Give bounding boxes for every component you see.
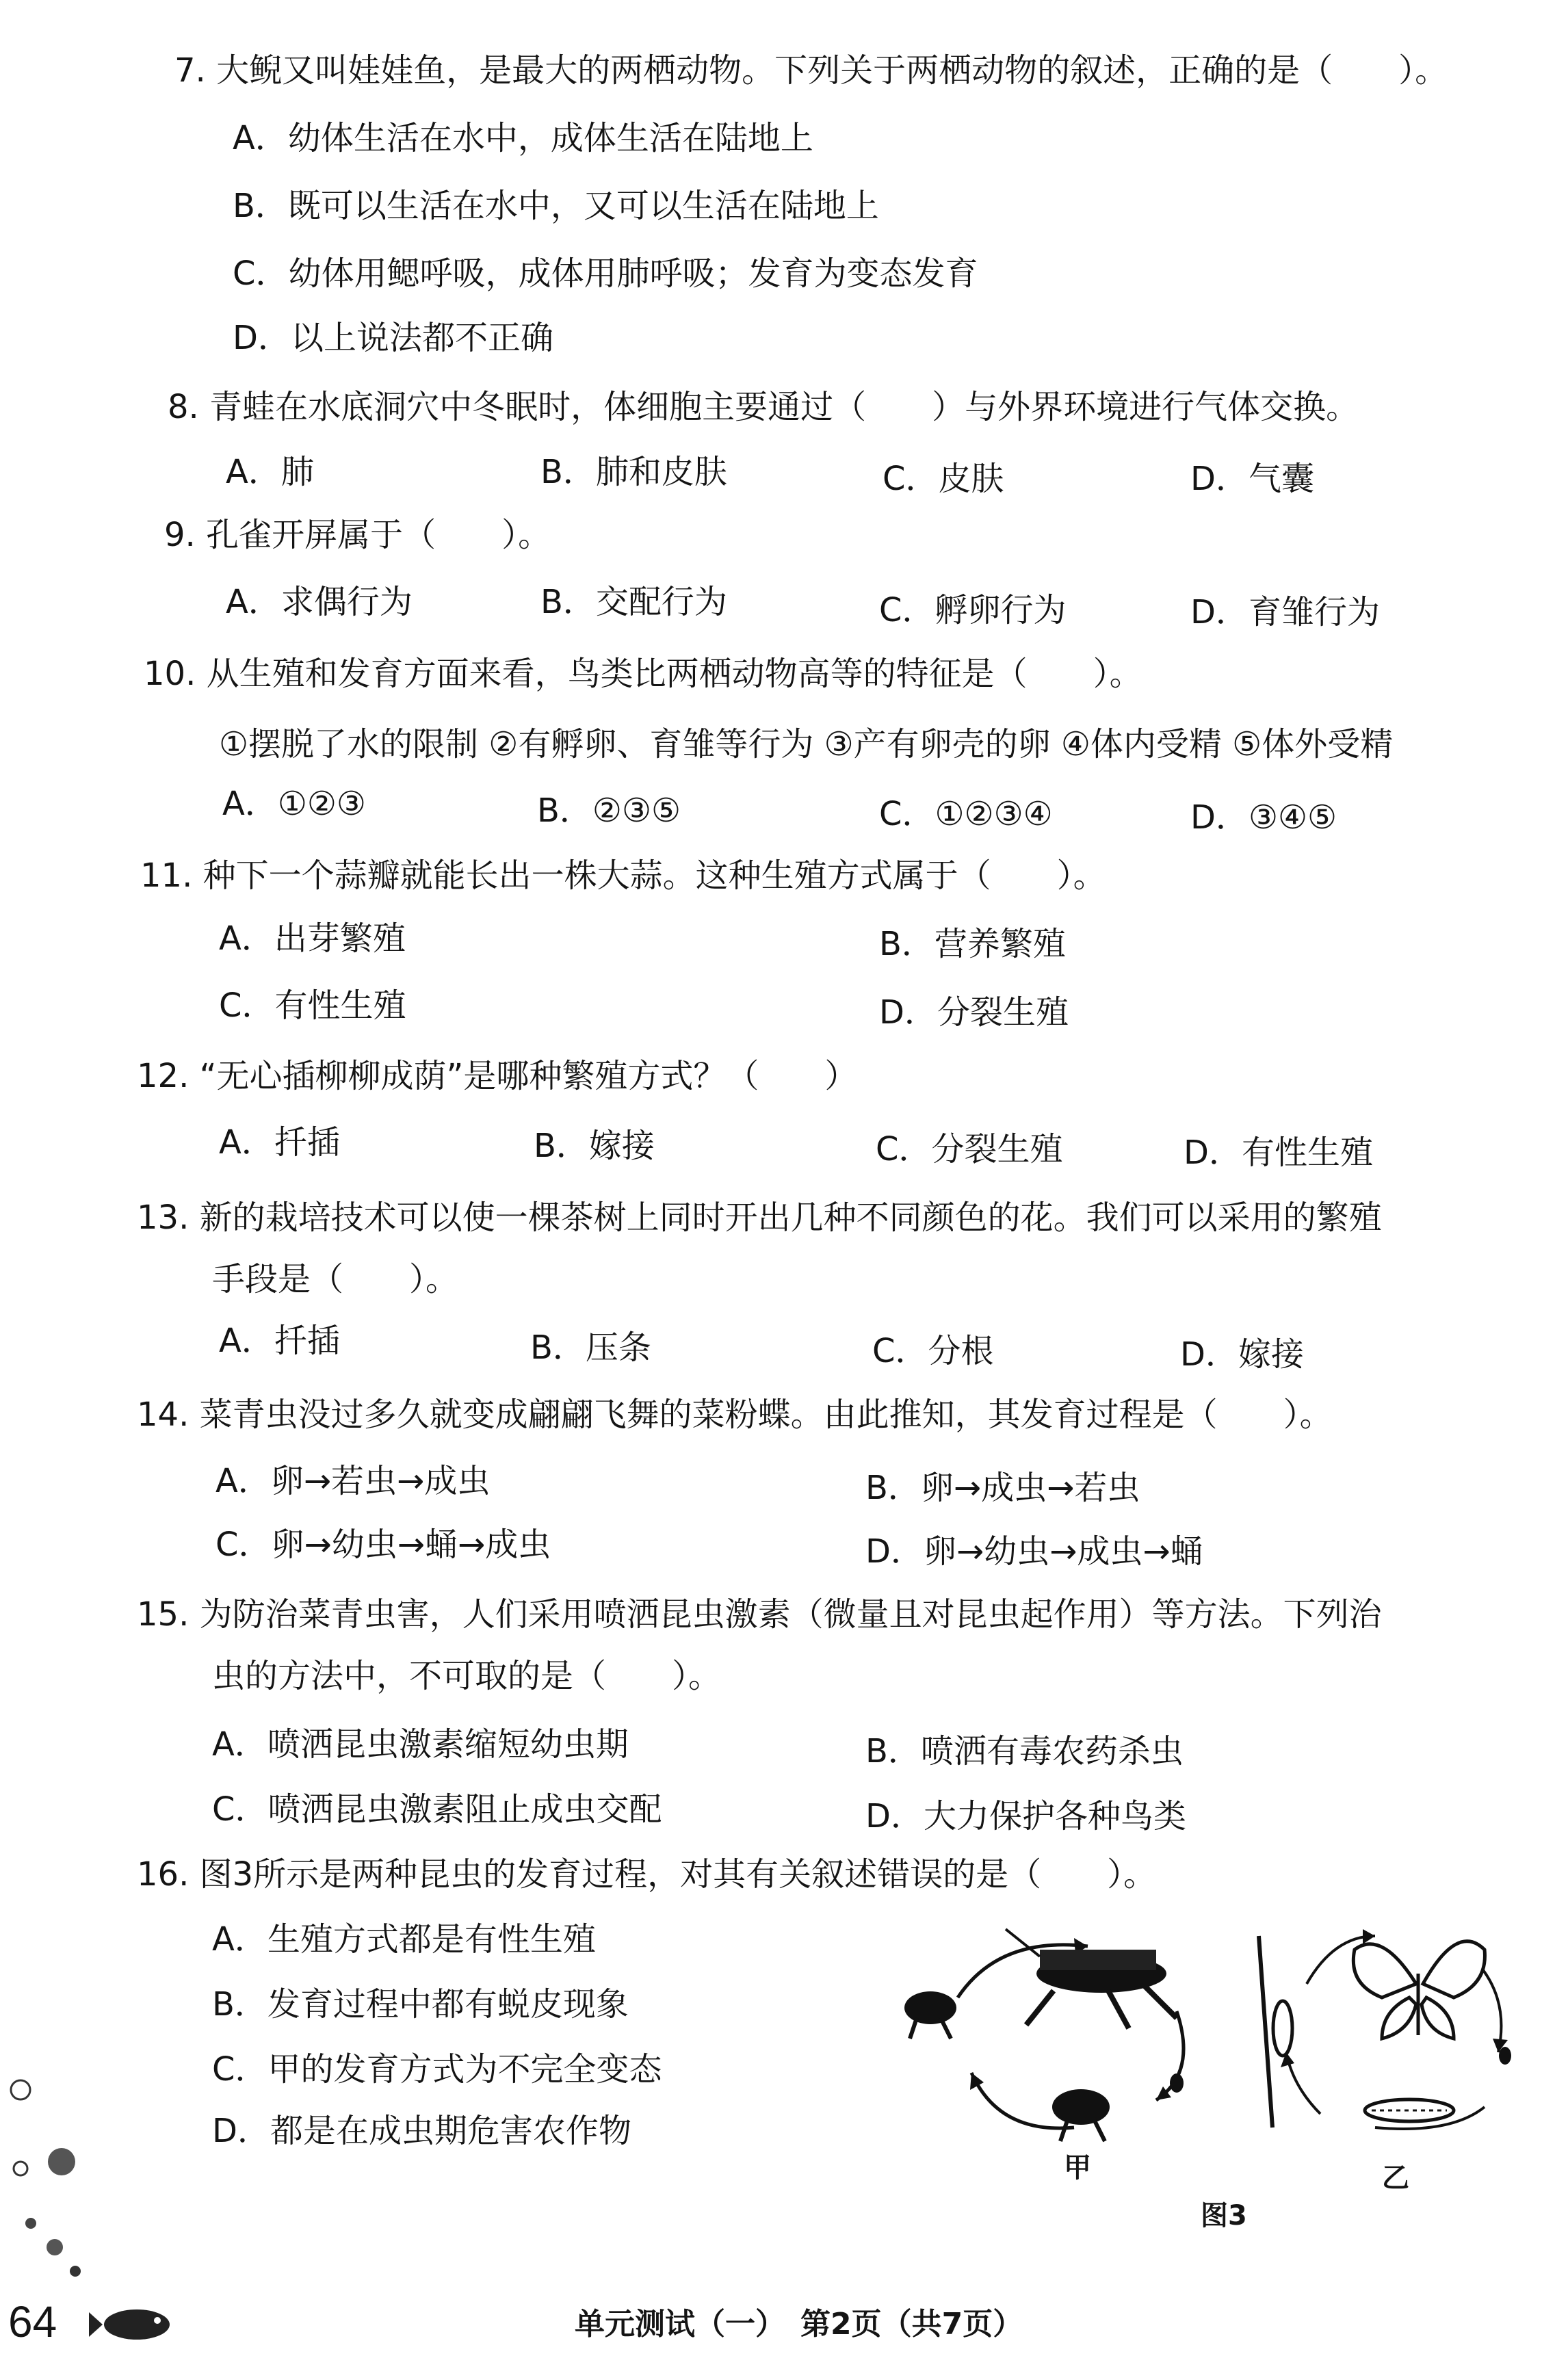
- question-text: 种下一个蒜瓣就能长出一株大蒜。这种生殖方式属于（ ）。: [202, 856, 1106, 895]
- question-number: 9.: [164, 516, 196, 554]
- question-text: 从生殖和发育方面来看，鸟类比两栖动物高等的特征是（ ）。: [206, 655, 1142, 693]
- question-number: 16.: [137, 1855, 190, 1894]
- question-8-stem: [168, 387, 1359, 428]
- question-13-stem-cont: 手段是（ ）。: [212, 1260, 459, 1298]
- q12-option-b: B．嫁接: [534, 1127, 655, 1165]
- q7-option-c: C．幼体用鳃呼吸，成体用肺呼吸；发育为变态发育: [233, 254, 978, 293]
- q8-option-d: D．气囊: [1190, 460, 1314, 498]
- q10-option-b: B．②③⑤: [537, 791, 681, 830]
- question-9-stem: [164, 514, 551, 555]
- q16-option-b: B．发育过程中都有蜕皮现象: [212, 1985, 629, 2024]
- question-11-stem: [140, 855, 1106, 896]
- q15-option-d: D．大力保护各种鸟类: [865, 1797, 1186, 1835]
- q14-option-c: C．卵→幼虫→蛹→成虫: [215, 1526, 551, 1564]
- caterpillar: [1365, 2099, 1454, 2121]
- question-15-stem-cont: 虫的方法中，不可取的是（ ）。: [212, 1657, 722, 1695]
- q10-option-d: D．③④⑤: [1190, 798, 1337, 837]
- q8-option-a: A．肺: [226, 453, 314, 491]
- q14-option-a: A．卵→若虫→成虫: [215, 1462, 491, 1500]
- question-text: 孔雀开屏属于（ ）。: [206, 516, 551, 554]
- q15-option-c: C．喷洒昆虫激素阻止成虫交配: [212, 1790, 662, 1829]
- question-number: 13.: [137, 1199, 190, 1237]
- fish-icon: [89, 2299, 185, 2346]
- footer-text: 单元测试（一） 第2页（共7页）: [575, 2307, 1023, 2342]
- question-12-stem: [137, 1056, 857, 1097]
- q12-option-c: C．分裂生殖: [876, 1130, 1063, 1168]
- q9-option-b: B．交配行为: [540, 583, 727, 621]
- q10-option-c: C．①②③④: [879, 795, 1053, 833]
- q7-option-b: B．既可以生活在水中，又可以生活在陆地上: [233, 187, 879, 225]
- adult-grasshopper: [1006, 1929, 1177, 2028]
- pupa: [1259, 1936, 1292, 2128]
- q15-option-a: A．喷洒昆虫激素缩短幼虫期: [212, 1725, 629, 1764]
- q13-option-a: A．扦插: [219, 1322, 340, 1360]
- question-text: “无心插柳柳成荫”是哪种繁殖方式？（ ）: [199, 1057, 858, 1095]
- q13-option-d: D．嫁接: [1180, 1335, 1304, 1374]
- question-16-stem: [137, 1854, 1156, 1895]
- figure-3-grasshopper-cycle: [903, 1915, 1218, 2148]
- q16-option-a: A．生殖方式都是有性生殖: [212, 1920, 596, 1959]
- q9-option-d: D．育雏行为: [1190, 593, 1380, 631]
- q7-option-a: A．幼体生活在水中，成体生活在陆地上: [233, 119, 813, 157]
- figure-label-jia: 甲: [1064, 2152, 1091, 2184]
- question-number: 11.: [140, 856, 193, 895]
- question-14-stem: [137, 1394, 1333, 1435]
- question-text: 为防治菜青虫害，人们采用喷洒昆虫激素（微量且对昆虫起作用）等方法。下列治: [199, 1595, 1382, 1634]
- question-number: 7.: [174, 51, 206, 90]
- q11-option-a: A．出芽繁殖: [219, 919, 406, 958]
- q14-option-d: D．卵→幼虫→成虫→蛹: [865, 1532, 1203, 1571]
- question-7-stem: [174, 50, 1448, 91]
- egg: [1499, 2047, 1511, 2065]
- q11-option-b: B．营养繁殖: [879, 925, 1066, 963]
- question-number: 8.: [168, 388, 199, 426]
- q12-option-a: A．扦插: [219, 1123, 340, 1162]
- q7-option-d: D．以上说法都不正确: [233, 319, 553, 357]
- question-text: 新的栽培技术可以使一棵茶树上同时开出几种不同颜色的花。我们可以采用的繁殖: [199, 1199, 1382, 1237]
- q16-option-c: C．甲的发育方式为不完全变态: [212, 2050, 662, 2089]
- question-number: 14.: [137, 1396, 190, 1434]
- question-10-stem: [144, 653, 1142, 694]
- q8-option-c: C．皮肤: [883, 460, 1004, 498]
- q8-option-b: B．肺和皮肤: [540, 453, 727, 491]
- decorative-bubbles: [0, 2073, 96, 2292]
- page-number: 64: [8, 2297, 57, 2346]
- q16-option-d: D．都是在成虫期危害农作物: [212, 2112, 631, 2150]
- question-text: 大鲵又叫娃娃鱼，是最大的两栖动物。下列关于两栖动物的叙述，正确的是（ ）。: [216, 51, 1448, 90]
- question-text: 图3所示是两种昆虫的发育过程，对其有关叙述错误的是（ ）。: [199, 1855, 1157, 1894]
- butterfly: [1353, 1941, 1485, 2039]
- figure-label-yi: 乙: [1382, 2162, 1409, 2194]
- q13-option-b: B．压条: [530, 1328, 651, 1367]
- q15-option-b: B．喷洒有毒农药杀虫: [865, 1732, 1184, 1770]
- q9-option-c: C．孵卵行为: [879, 591, 1067, 629]
- eggs: [1170, 2073, 1184, 2093]
- figure-caption: 图3: [1201, 2200, 1247, 2231]
- q11-option-c: C．有性生殖: [219, 986, 406, 1025]
- q12-option-d: D．有性生殖: [1184, 1134, 1373, 1172]
- question-number: 12.: [137, 1057, 190, 1095]
- q10-option-a: A．①②③: [222, 785, 366, 823]
- question-13-stem: [137, 1197, 1382, 1238]
- q9-option-a: A．求偶行为: [226, 583, 413, 621]
- question-number: 10.: [144, 655, 196, 693]
- question-number: 15.: [137, 1595, 190, 1634]
- question-10-statements: ①摆脱了水的限制 ②有孵卵、育雏等行为 ③产有卵壳的卵 ④体内受精 ⑤体外受精: [219, 725, 1394, 763]
- question-text: 青蛙在水底洞穴中冬眠时，体细胞主要通过（ ）与外界环境进行气体交换。: [209, 388, 1359, 426]
- question-text: 菜青虫没过多久就变成翩翩飞舞的菜粉蝶。由此推知，其发育过程是（ ）。: [199, 1396, 1333, 1434]
- question-15-stem: [137, 1594, 1382, 1635]
- figure-3-butterfly-cycle: [1245, 1909, 1519, 2148]
- q13-option-c: C．分根: [872, 1332, 994, 1370]
- q11-option-d: D．分裂生殖: [879, 993, 1069, 1032]
- q14-option-b: B．卵→成虫→若虫: [865, 1469, 1140, 1507]
- nymph-large: [1052, 2089, 1110, 2141]
- nymph-small: [904, 1991, 956, 2039]
